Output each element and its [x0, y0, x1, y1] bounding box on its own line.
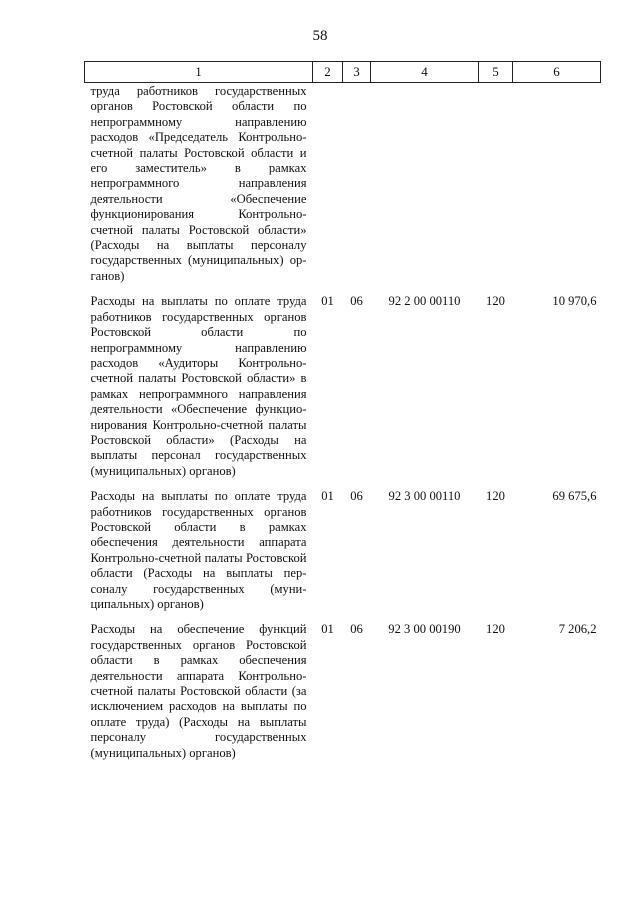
table-row: [85, 83, 601, 285]
row-target-article: 92 2 00 00110: [388, 294, 461, 309]
column-header-3: 3: [343, 62, 371, 83]
row-target-article: [371, 83, 479, 285]
row-subsection-code: 06: [350, 294, 363, 309]
column-header-1: 1: [85, 62, 313, 83]
table-row: [85, 479, 601, 612]
row-amount: 69 675,6: [552, 489, 597, 504]
row-expense-type: 120: [486, 622, 505, 637]
column-header-4: 4: [371, 62, 479, 83]
table-row: [85, 612, 601, 761]
row-expense-type: 120: [486, 294, 505, 309]
budget-table: [84, 61, 601, 761]
row-target-article: 92 3 00 00110: [388, 489, 461, 504]
row-description: труда работников государственных органов Ростовской области по непрограммному направлению расходов «Председатель Контрольно-счетной палаты Ростовской области и его заместитель» в рамках непрограммного направления деятельности «Обеспечение функционирования Контрольно-счетной палаты Ростовской области» (Расходы на выплаты персоналу государственных (муниципальных) органов): [90, 84, 307, 283]
table-header-row: [85, 62, 601, 83]
row-target-article: 92 3 00 00190: [388, 622, 461, 637]
row-description: Расходы на выплаты по оплате труда работников государственных органов Ростовской области по непрограммному направлению расходов «Аудиторы Контрольно-счетной палаты Ростовской области» в рамках непрограммного направления деятельности «Обеспечение функционирования Контрольно-счетной палаты Ростовской области» (Расходы на выплаты персонал государственных (муниципальных) органов): [90, 294, 307, 478]
row-description: Расходы на обеспечение функций государственных органов Ростовской области в рамках обеспечения деятельности аппарата Контрольно-счетной палаты Ростовской области (за исключением расходов на выплаты по оплате труда) (Расходы на выплаты персоналу государственных (муниципальных) органов): [90, 622, 307, 760]
row-section-code: 01: [321, 622, 334, 637]
row-amount: 10 970,6: [552, 294, 597, 309]
row-section-code: 01: [321, 294, 334, 309]
row-subsection-code: 06: [350, 622, 363, 637]
column-header-5: 5: [479, 62, 513, 83]
row-amount: [513, 83, 601, 285]
row-expense-type: 120: [486, 489, 505, 504]
page-number: 58: [312, 28, 328, 44]
column-header-2: 2: [313, 62, 343, 83]
table-row: [85, 284, 601, 479]
row-section-code: 01: [321, 489, 334, 504]
row-amount: 7 206,2: [558, 622, 597, 637]
column-header-6: 6: [513, 62, 601, 83]
row-subsection-code: [343, 83, 371, 285]
row-section-code: [313, 83, 343, 285]
row-subsection-code: 06: [350, 489, 363, 504]
row-expense-type: [479, 83, 513, 285]
row-description: Расходы на выплаты по оплате труда работников государственных органов Ростовской области в рамках обеспечения деятельности аппарата Контрольно-счетной палаты Ростовской области (Расходы на выплаты персоналу государственных (муниципальных) органов): [90, 489, 307, 611]
